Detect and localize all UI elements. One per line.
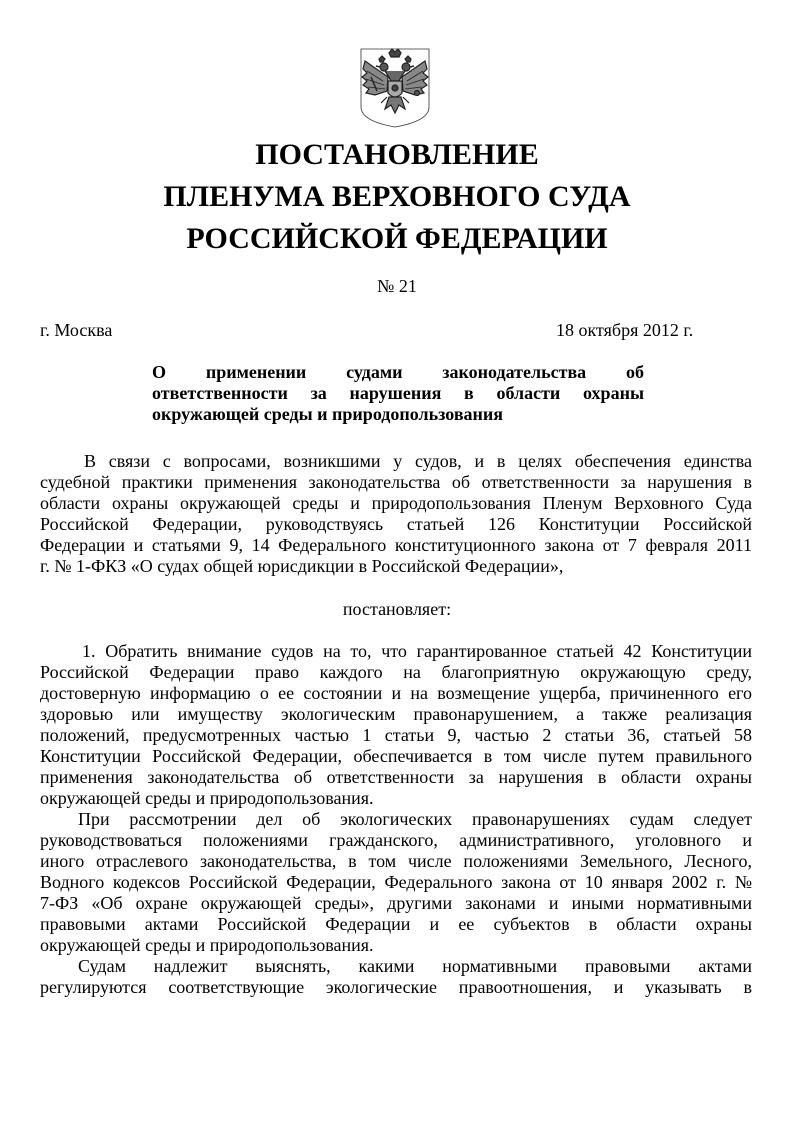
paragraph-line: руководствоваться положениями гражданского, административного, уголовного и [40, 830, 752, 850]
paragraph-1 [40, 641, 752, 809]
paragraph-line: Судам надлежит выяснять, какими нормативными правовыми актами [78, 956, 752, 976]
document-date: 18 октября 2012 г. [556, 320, 694, 340]
paragraph-line: Российской Федерации право каждого на благоприятную окружающую среду, [40, 662, 752, 682]
paragraph-line: г. № 1-ФКЗ «О судах общей юрисдикции в Российской Федерации», [40, 556, 564, 576]
paragraph-line: положений, предусмотренных частью 1 статьи 9, частью 2 статьи 36, статьей 58 [40, 725, 752, 745]
paragraph-line: Водного кодексов Российской Федерации, Федерального закона от 10 января 2002 г. № [40, 872, 752, 892]
document-subject [152, 362, 644, 425]
document-number: № 21 [377, 276, 417, 296]
paragraph-line: иного отраслевого законодательства, в том числе положениями Земельного, Лесного, [40, 851, 752, 871]
paragraph-line: судебной практики применения законодательства об ответственности за нарушения в [40, 472, 752, 492]
paragraph-3 [40, 956, 752, 998]
document-title-line-3: РОССИЙСКОЙ ФЕДЕРАЦИИ [186, 222, 608, 255]
subject-line: О применении судами законодательства об [152, 362, 644, 382]
document-title-line-2: ПЛЕНУМА ВЕРХОВНОГО СУДА [163, 180, 631, 213]
paragraph-line: Конституции Российской Федерации, обеспечивается в том числе путем правильного [40, 746, 752, 766]
preamble-paragraph [40, 451, 752, 577]
paragraph-line: 7-ФЗ «Об охране окружающей среды», другими законами и иными нормативными [40, 893, 752, 913]
paragraph-line: здоровью или имуществу экологическим правонарушением, а также реализация [40, 704, 752, 724]
coat-of-arms-icon [357, 47, 433, 129]
document-city: г. Москва [40, 320, 113, 340]
paragraph-line: При рассмотрении дел об экологических правонарушениях судам следует [78, 809, 752, 829]
subject-line: ответственности за нарушения в области охраны [152, 383, 644, 403]
subject-line: окружающей среды и природопользования [152, 404, 504, 424]
paragraph-line: достоверную информацию о ее состоянии и на возмещение ущерба, причиненного его [40, 683, 752, 703]
paragraph-line: окружающей среды и природопользования. [40, 788, 374, 808]
paragraph-2 [40, 809, 752, 956]
paragraph-line: области охраны окружающей среды и природопользования Пленум Верховного Суда [40, 493, 752, 513]
paragraph-line: окружающей среды и природопользования. [40, 935, 374, 955]
paragraph-line: правовыми актами Российской Федерации и ее субъектов в области охраны [40, 914, 752, 934]
paragraph-line: регулируются соответствующие экологические правоотношения, и указывать в [40, 977, 752, 997]
paragraph-line: В связи с вопросами, возникшими у судов, и в целях обеспечения единства [84, 451, 752, 471]
resolves-label: постановляет: [342, 599, 452, 619]
paragraph-line: Федерации и статьями 9, 14 Федерального конституционного закона от 7 февраля 2011 [40, 535, 752, 555]
document-title-line-1: ПОСТАНОВЛЕНИЕ [255, 138, 539, 171]
paragraph-line: применения законодательства об ответственности за нарушения в области охраны [40, 767, 752, 787]
paragraph-line: Российской Федерации, руководствуясь статьей 126 Конституции Российской [40, 514, 752, 534]
paragraph-line: 1. Обратить внимание судов на то, что гарантированное статьей 42 Конституции [82, 641, 752, 661]
